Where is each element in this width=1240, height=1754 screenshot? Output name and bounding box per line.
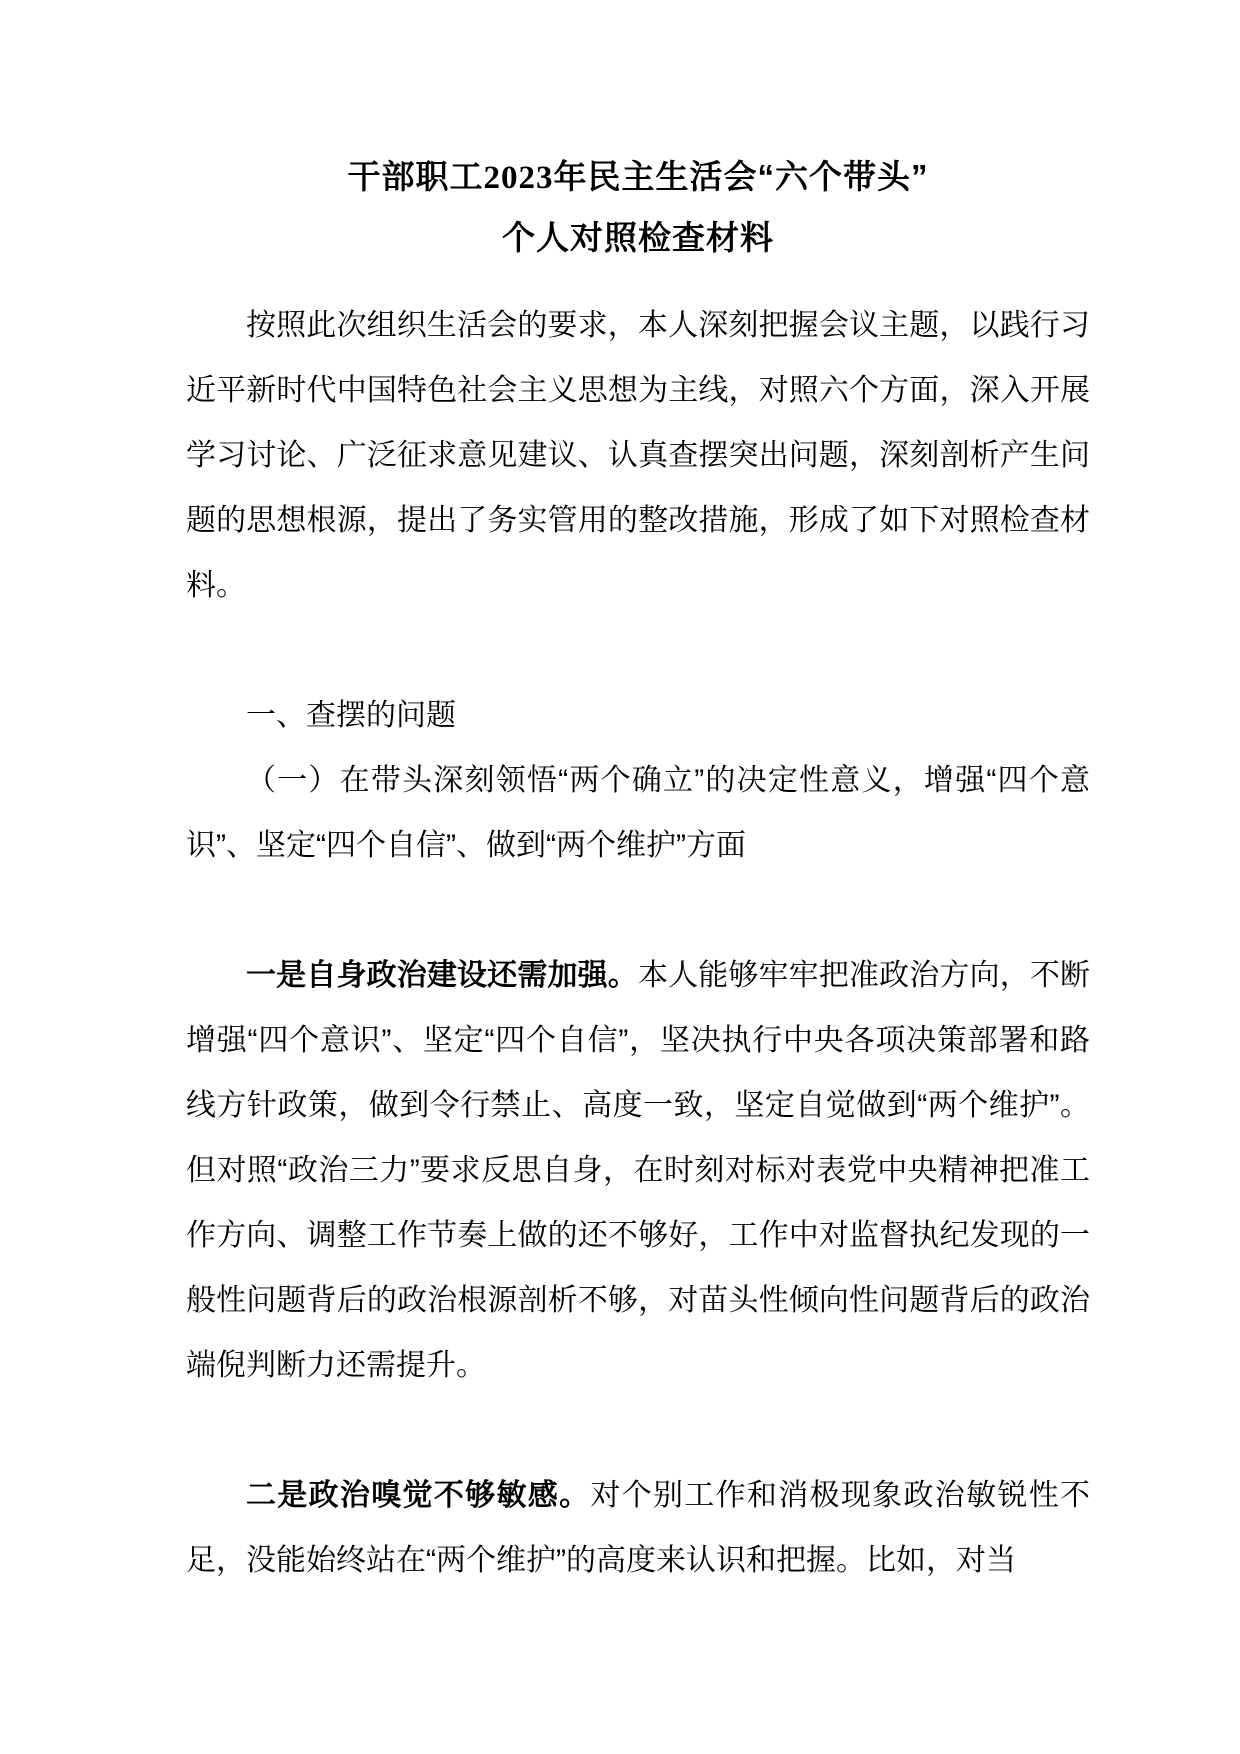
intro-paragraph: 按照此次组织生活会的要求，本人深刻把握会议主题，以践行习近平新时代中国特色社会主义思想为主线，对照六个方面，深入开展学习讨论、广泛征求意见建议、认真查摆突出问题，深刻剖析产生问题的思想根源，提出了务实管用的整改措施，形成了如下对照检查材料。	[186, 309, 1090, 602]
paragraph-two-lead: 二是政治嗅觉不够敏感。	[246, 1479, 591, 1512]
blank-line	[186, 618, 1090, 683]
title-year: 2023	[483, 160, 554, 196]
title-line-1-prefix: 干部职工	[347, 158, 484, 195]
document-content	[186, 147, 1090, 1593]
paragraph-one-body: 本人能够牢牢把准政治方向，不断增强“四个意识”、坚定“四个自信”，坚决执行中央各项决策部署和路线方针政策，做到令行禁止、高度一致，坚定自觉做到“两个维护”。但对照“政治三力”要求反思自身，在时刻对标对表党中央精神把准工作方向、调整工作节奏上做的还不够好，工作中对监督执纪发现的一般性问题背后的政治根源剖析不够，对苗头性倾向性问题背后的政治端倪判断力还需提升。	[186, 959, 1091, 1382]
document-title	[186, 147, 1090, 268]
paragraph-two	[186, 1463, 1090, 1593]
paragraph-one	[186, 943, 1090, 1398]
blank-line	[186, 1398, 1090, 1463]
title-line-1	[186, 147, 1090, 208]
blank-line	[186, 878, 1090, 943]
title-line-1-suffix: 年民主生活会“六个带头”	[553, 158, 929, 195]
title-line-2: 个人对照检查材料	[502, 219, 774, 256]
section-one-sub-heading: （一）在带头深刻领悟“两个确立”的决定性意义，增强“四个意识”、坚定“四个自信”、做到“两个维护”方面	[186, 764, 1090, 862]
section-one-heading: 一、查摆的问题	[246, 699, 456, 732]
paragraph-one-lead: 一是自身政治建设还需加强。	[246, 959, 638, 992]
paragraph-two-body: 对个别工作和消极现象政治敏锐性不足，没能始终站在“两个维护”的高度来认识和把握。比如，对当	[186, 1479, 1091, 1577]
